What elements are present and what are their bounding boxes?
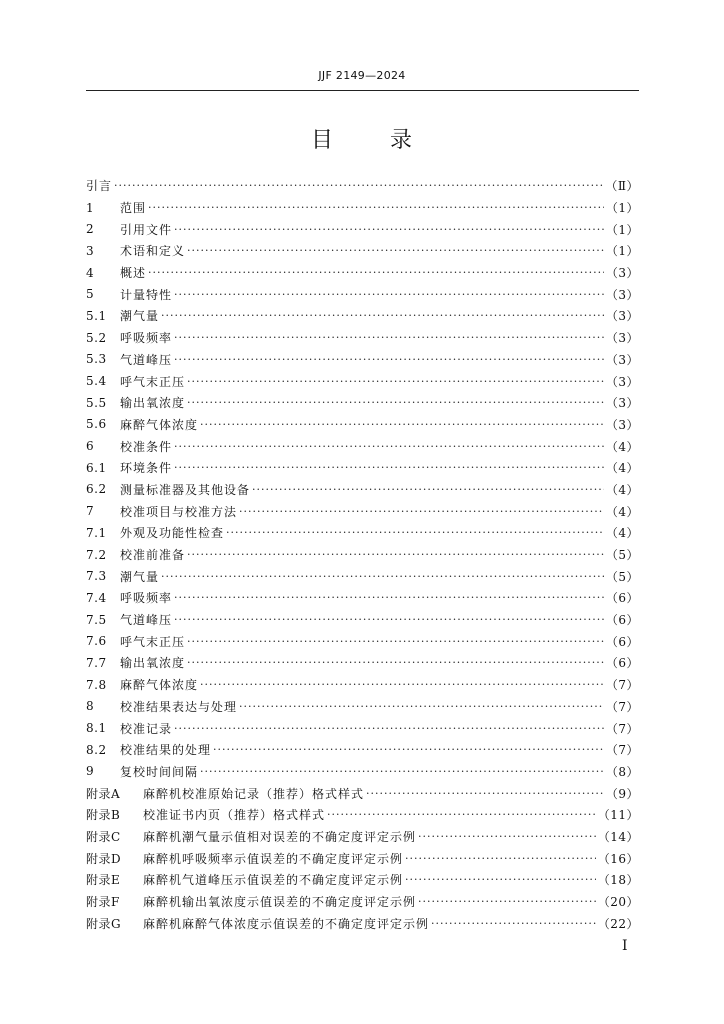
toc-entry-page: （1） bbox=[605, 244, 639, 259]
toc-entry-label: 潮气量 bbox=[120, 309, 160, 324]
toc-entry[interactable] bbox=[86, 479, 639, 501]
toc-leader-dots bbox=[239, 701, 604, 712]
toc-entry-page: （6） bbox=[605, 613, 639, 628]
toc-entry-page: （3） bbox=[605, 374, 639, 389]
toc-leader-dots bbox=[174, 332, 604, 343]
toc-entry-number: 5.3 bbox=[86, 352, 107, 367]
toc-entry-page: （4） bbox=[605, 482, 639, 497]
toc-leader-dots bbox=[174, 723, 604, 734]
toc-entry[interactable] bbox=[86, 891, 639, 913]
toc-title-part1: 目 bbox=[310, 128, 334, 153]
toc-entry-label: 麻醉机气道峰压示值误差的不确定度评定示例 bbox=[143, 873, 404, 888]
toc-entry-label: 麻醉气体浓度 bbox=[120, 417, 199, 432]
toc-entry-page: （5） bbox=[605, 569, 639, 584]
toc-title bbox=[0, 123, 724, 154]
toc-leader-dots bbox=[187, 636, 604, 647]
toc-list bbox=[86, 175, 639, 934]
toc-entry-number: 附录A bbox=[86, 786, 121, 801]
toc-entry[interactable] bbox=[86, 609, 639, 631]
toc-entry-page: （6） bbox=[605, 634, 639, 649]
toc-leader-dots bbox=[366, 788, 604, 799]
toc-entry-label: 呼气末正压 bbox=[120, 634, 186, 649]
toc-leader-dots bbox=[226, 527, 604, 538]
toc-leader-dots bbox=[161, 571, 604, 582]
toc-entry[interactable] bbox=[86, 717, 639, 739]
toc-entry-label: 引用文件 bbox=[120, 222, 173, 237]
toc-entry-page: （22） bbox=[597, 916, 639, 931]
toc-leader-dots bbox=[418, 831, 596, 842]
toc-entry[interactable] bbox=[86, 175, 639, 197]
toc-entry[interactable] bbox=[86, 847, 639, 869]
toc-entry-label: 校准条件 bbox=[120, 439, 173, 454]
toc-entry-number: 8.1 bbox=[86, 721, 107, 736]
toc-entry[interactable] bbox=[86, 327, 639, 349]
toc-entry-page: （3） bbox=[605, 352, 639, 367]
toc-entry-number: 7.7 bbox=[86, 655, 107, 670]
toc-entry-number: 附录C bbox=[86, 829, 121, 844]
toc-leader-dots bbox=[431, 918, 596, 929]
toc-entry-label: 气道峰压 bbox=[120, 352, 173, 367]
toc-leader-dots bbox=[187, 245, 604, 256]
toc-entry[interactable] bbox=[86, 565, 639, 587]
toc-entry-label: 校准记录 bbox=[120, 721, 173, 736]
toc-leader-dots bbox=[174, 441, 604, 452]
toc-entry-label: 呼气末正压 bbox=[120, 374, 186, 389]
toc-entry-label: 麻醉机呼吸频率示值误差的不确定度评定示例 bbox=[143, 851, 404, 866]
toc-entry-page: （3） bbox=[605, 417, 639, 432]
toc-leader-dots bbox=[174, 592, 604, 603]
toc-entry[interactable] bbox=[86, 522, 639, 544]
toc-entry-page: （18） bbox=[597, 873, 639, 888]
toc-entry[interactable] bbox=[86, 435, 639, 457]
toc-entry-page: （3） bbox=[605, 266, 639, 281]
toc-entry[interactable] bbox=[86, 457, 639, 479]
toc-entry-page: （Ⅱ） bbox=[605, 179, 639, 194]
toc-entry-number: 5.6 bbox=[86, 417, 107, 432]
toc-entry-number: 7.3 bbox=[86, 569, 107, 584]
toc-entry[interactable] bbox=[86, 826, 639, 848]
toc-leader-dots bbox=[252, 484, 604, 495]
toc-title-part2: 录 bbox=[390, 128, 414, 153]
toc-entry-label: 校准前准备 bbox=[120, 548, 186, 563]
toc-entry[interactable] bbox=[86, 370, 639, 392]
toc-entry[interactable] bbox=[86, 630, 639, 652]
toc-entry-page: （11） bbox=[597, 808, 639, 823]
toc-leader-dots bbox=[174, 289, 604, 300]
toc-leader-dots bbox=[148, 267, 604, 278]
page-number: Ⅰ bbox=[622, 938, 628, 954]
toc-entry[interactable] bbox=[86, 544, 639, 566]
toc-entry-number: 5 bbox=[86, 287, 95, 302]
toc-entry[interactable] bbox=[86, 218, 639, 240]
toc-entry-label: 术语和定义 bbox=[120, 244, 186, 259]
toc-leader-dots bbox=[200, 679, 604, 690]
toc-entry-number: 附录E bbox=[86, 873, 121, 888]
toc-leader-dots bbox=[200, 419, 604, 430]
toc-entry-page: （7） bbox=[605, 743, 639, 758]
toc-leader-dots bbox=[405, 874, 596, 885]
toc-entry-page: （20） bbox=[597, 895, 639, 910]
toc-entry-page: （3） bbox=[605, 309, 639, 324]
toc-entry-number: 6.2 bbox=[86, 482, 107, 497]
toc-entry-page: （8） bbox=[605, 764, 639, 779]
toc-entry[interactable] bbox=[86, 652, 639, 674]
toc-entry-page: （14） bbox=[597, 829, 639, 844]
toc-entry-number: 5.2 bbox=[86, 330, 107, 345]
toc-entry[interactable] bbox=[86, 761, 639, 783]
toc-entry-label: 复校时间间隔 bbox=[120, 764, 199, 779]
toc-leader-dots bbox=[187, 657, 604, 668]
toc-entry-number: 8 bbox=[86, 699, 95, 714]
toc-entry-page: （3） bbox=[605, 287, 639, 302]
toc-entry[interactable] bbox=[86, 696, 639, 718]
toc-leader-dots bbox=[213, 744, 604, 755]
toc-entry-label: 校准项目与校准方法 bbox=[120, 504, 238, 519]
toc-entry[interactable] bbox=[86, 305, 639, 327]
toc-entry-label: 潮气量 bbox=[120, 569, 160, 584]
toc-entry-page: （1） bbox=[605, 222, 639, 237]
toc-entry[interactable] bbox=[86, 283, 639, 305]
toc-entry-number: 3 bbox=[86, 243, 95, 258]
toc-entry[interactable] bbox=[86, 392, 639, 414]
toc-entry[interactable] bbox=[86, 587, 639, 609]
toc-entry-label: 计量特性 bbox=[120, 287, 173, 302]
toc-leader-dots bbox=[327, 809, 596, 820]
toc-entry-page: （7） bbox=[605, 699, 639, 714]
toc-entry[interactable] bbox=[86, 674, 639, 696]
toc-entry-number: 2 bbox=[86, 222, 95, 237]
toc-entry-page: （16） bbox=[597, 851, 639, 866]
toc-entry-number: 7.2 bbox=[86, 547, 107, 562]
toc-leader-dots bbox=[148, 202, 604, 213]
toc-entry-number: 6 bbox=[86, 439, 95, 454]
toc-entry-number: 9 bbox=[86, 764, 95, 779]
toc-entry-label: 校准证书内页（推荐）格式样式 bbox=[143, 808, 326, 823]
toc-entry-page: （3） bbox=[605, 331, 639, 346]
toc-leader-dots bbox=[187, 397, 604, 408]
toc-entry-label: 校准结果的处理 bbox=[120, 743, 212, 758]
toc-entry[interactable] bbox=[86, 240, 639, 262]
toc-entry[interactable] bbox=[86, 197, 639, 219]
toc-entry-number: 7.4 bbox=[86, 590, 107, 605]
toc-entry-number: 附录F bbox=[86, 895, 120, 910]
toc-entry-label: 环境条件 bbox=[120, 461, 173, 476]
toc-entry[interactable] bbox=[86, 414, 639, 436]
toc-leader-dots bbox=[161, 310, 604, 321]
toc-entry-label: 呼吸频率 bbox=[120, 591, 173, 606]
toc-leader-dots bbox=[174, 224, 604, 235]
header-rule bbox=[86, 90, 639, 91]
toc-entry-page: （9） bbox=[605, 786, 639, 801]
toc-leader-dots bbox=[200, 766, 604, 777]
toc-entry-number: 4 bbox=[86, 265, 95, 280]
toc-entry[interactable] bbox=[86, 804, 639, 826]
toc-leader-dots bbox=[114, 180, 603, 191]
toc-entry-label: 麻醉气体浓度 bbox=[120, 678, 199, 693]
toc-entry-page: （7） bbox=[605, 721, 639, 736]
toc-leader-dots bbox=[418, 896, 596, 907]
toc-entry-page: （1） bbox=[605, 201, 639, 216]
toc-entry-page: （6） bbox=[605, 591, 639, 606]
toc-entry-number: 7.5 bbox=[86, 612, 107, 627]
toc-leader-dots bbox=[239, 506, 604, 517]
toc-entry-label: 引言 bbox=[86, 179, 113, 194]
toc-entry[interactable] bbox=[86, 500, 639, 522]
toc-entry-label: 麻醉机校准原始记录（推荐）格式样式 bbox=[143, 786, 365, 801]
toc-entry-label: 输出氧浓度 bbox=[120, 396, 186, 411]
toc-entry[interactable] bbox=[86, 869, 639, 891]
toc-entry-number: 附录B bbox=[86, 808, 121, 823]
toc-entry-number: 7.8 bbox=[86, 677, 107, 692]
toc-leader-dots bbox=[405, 853, 596, 864]
toc-entry-label: 麻醉机麻醉气体浓度示值误差的不确定度评定示例 bbox=[143, 916, 430, 931]
toc-leader-dots bbox=[187, 549, 604, 560]
toc-entry-number: 8.2 bbox=[86, 742, 107, 757]
toc-entry[interactable] bbox=[86, 262, 639, 284]
toc-entry-page: （7） bbox=[605, 678, 639, 693]
toc-entry-page: （4） bbox=[605, 461, 639, 476]
toc-entry-number: 1 bbox=[86, 200, 95, 215]
toc-entry-label: 校准结果表达与处理 bbox=[120, 699, 238, 714]
toc-entry-label: 输出氧浓度 bbox=[120, 656, 186, 671]
toc-entry-label: 麻醉机潮气量示值相对误差的不确定度评定示例 bbox=[143, 829, 417, 844]
toc-entry-label: 麻醉机输出氧浓度示值误差的不确定度评定示例 bbox=[143, 895, 417, 910]
toc-entry-number: 7 bbox=[86, 504, 95, 519]
toc-entry-number: 5.1 bbox=[86, 308, 107, 323]
toc-entry-page: （6） bbox=[605, 656, 639, 671]
toc-leader-dots bbox=[187, 376, 604, 387]
toc-entry-number: 7.1 bbox=[86, 525, 107, 540]
toc-entry-label: 概述 bbox=[120, 266, 147, 281]
toc-entry-label: 呼吸频率 bbox=[120, 331, 173, 346]
toc-entry-page: （4） bbox=[605, 504, 639, 519]
toc-entry-label: 范围 bbox=[120, 201, 147, 216]
toc-entry-number: 6.1 bbox=[86, 460, 107, 475]
toc-entry-page: （3） bbox=[605, 396, 639, 411]
toc-entry-number: 5.4 bbox=[86, 374, 107, 389]
toc-entry-number: 7.6 bbox=[86, 634, 107, 649]
toc-leader-dots bbox=[174, 614, 604, 625]
toc-entry-number: 附录G bbox=[86, 916, 122, 931]
toc-entry-number: 附录D bbox=[86, 851, 122, 866]
toc-entry[interactable] bbox=[86, 912, 639, 934]
toc-entry-label: 外观及功能性检查 bbox=[120, 526, 225, 541]
toc-entry-number: 5.5 bbox=[86, 395, 107, 410]
toc-entry-page: （5） bbox=[605, 548, 639, 563]
toc-leader-dots bbox=[174, 462, 604, 473]
toc-entry-page: （4） bbox=[605, 439, 639, 454]
toc-entry-page: （4） bbox=[605, 526, 639, 541]
toc-entry-label: 测量标准器及其他设备 bbox=[120, 482, 251, 497]
standard-code: JJF 2149—2024 bbox=[318, 69, 406, 82]
toc-entry[interactable] bbox=[86, 782, 639, 804]
toc-entry[interactable] bbox=[86, 739, 639, 761]
toc-entry[interactable] bbox=[86, 349, 639, 371]
toc-entry-label: 气道峰压 bbox=[120, 613, 173, 628]
toc-leader-dots bbox=[174, 354, 604, 365]
